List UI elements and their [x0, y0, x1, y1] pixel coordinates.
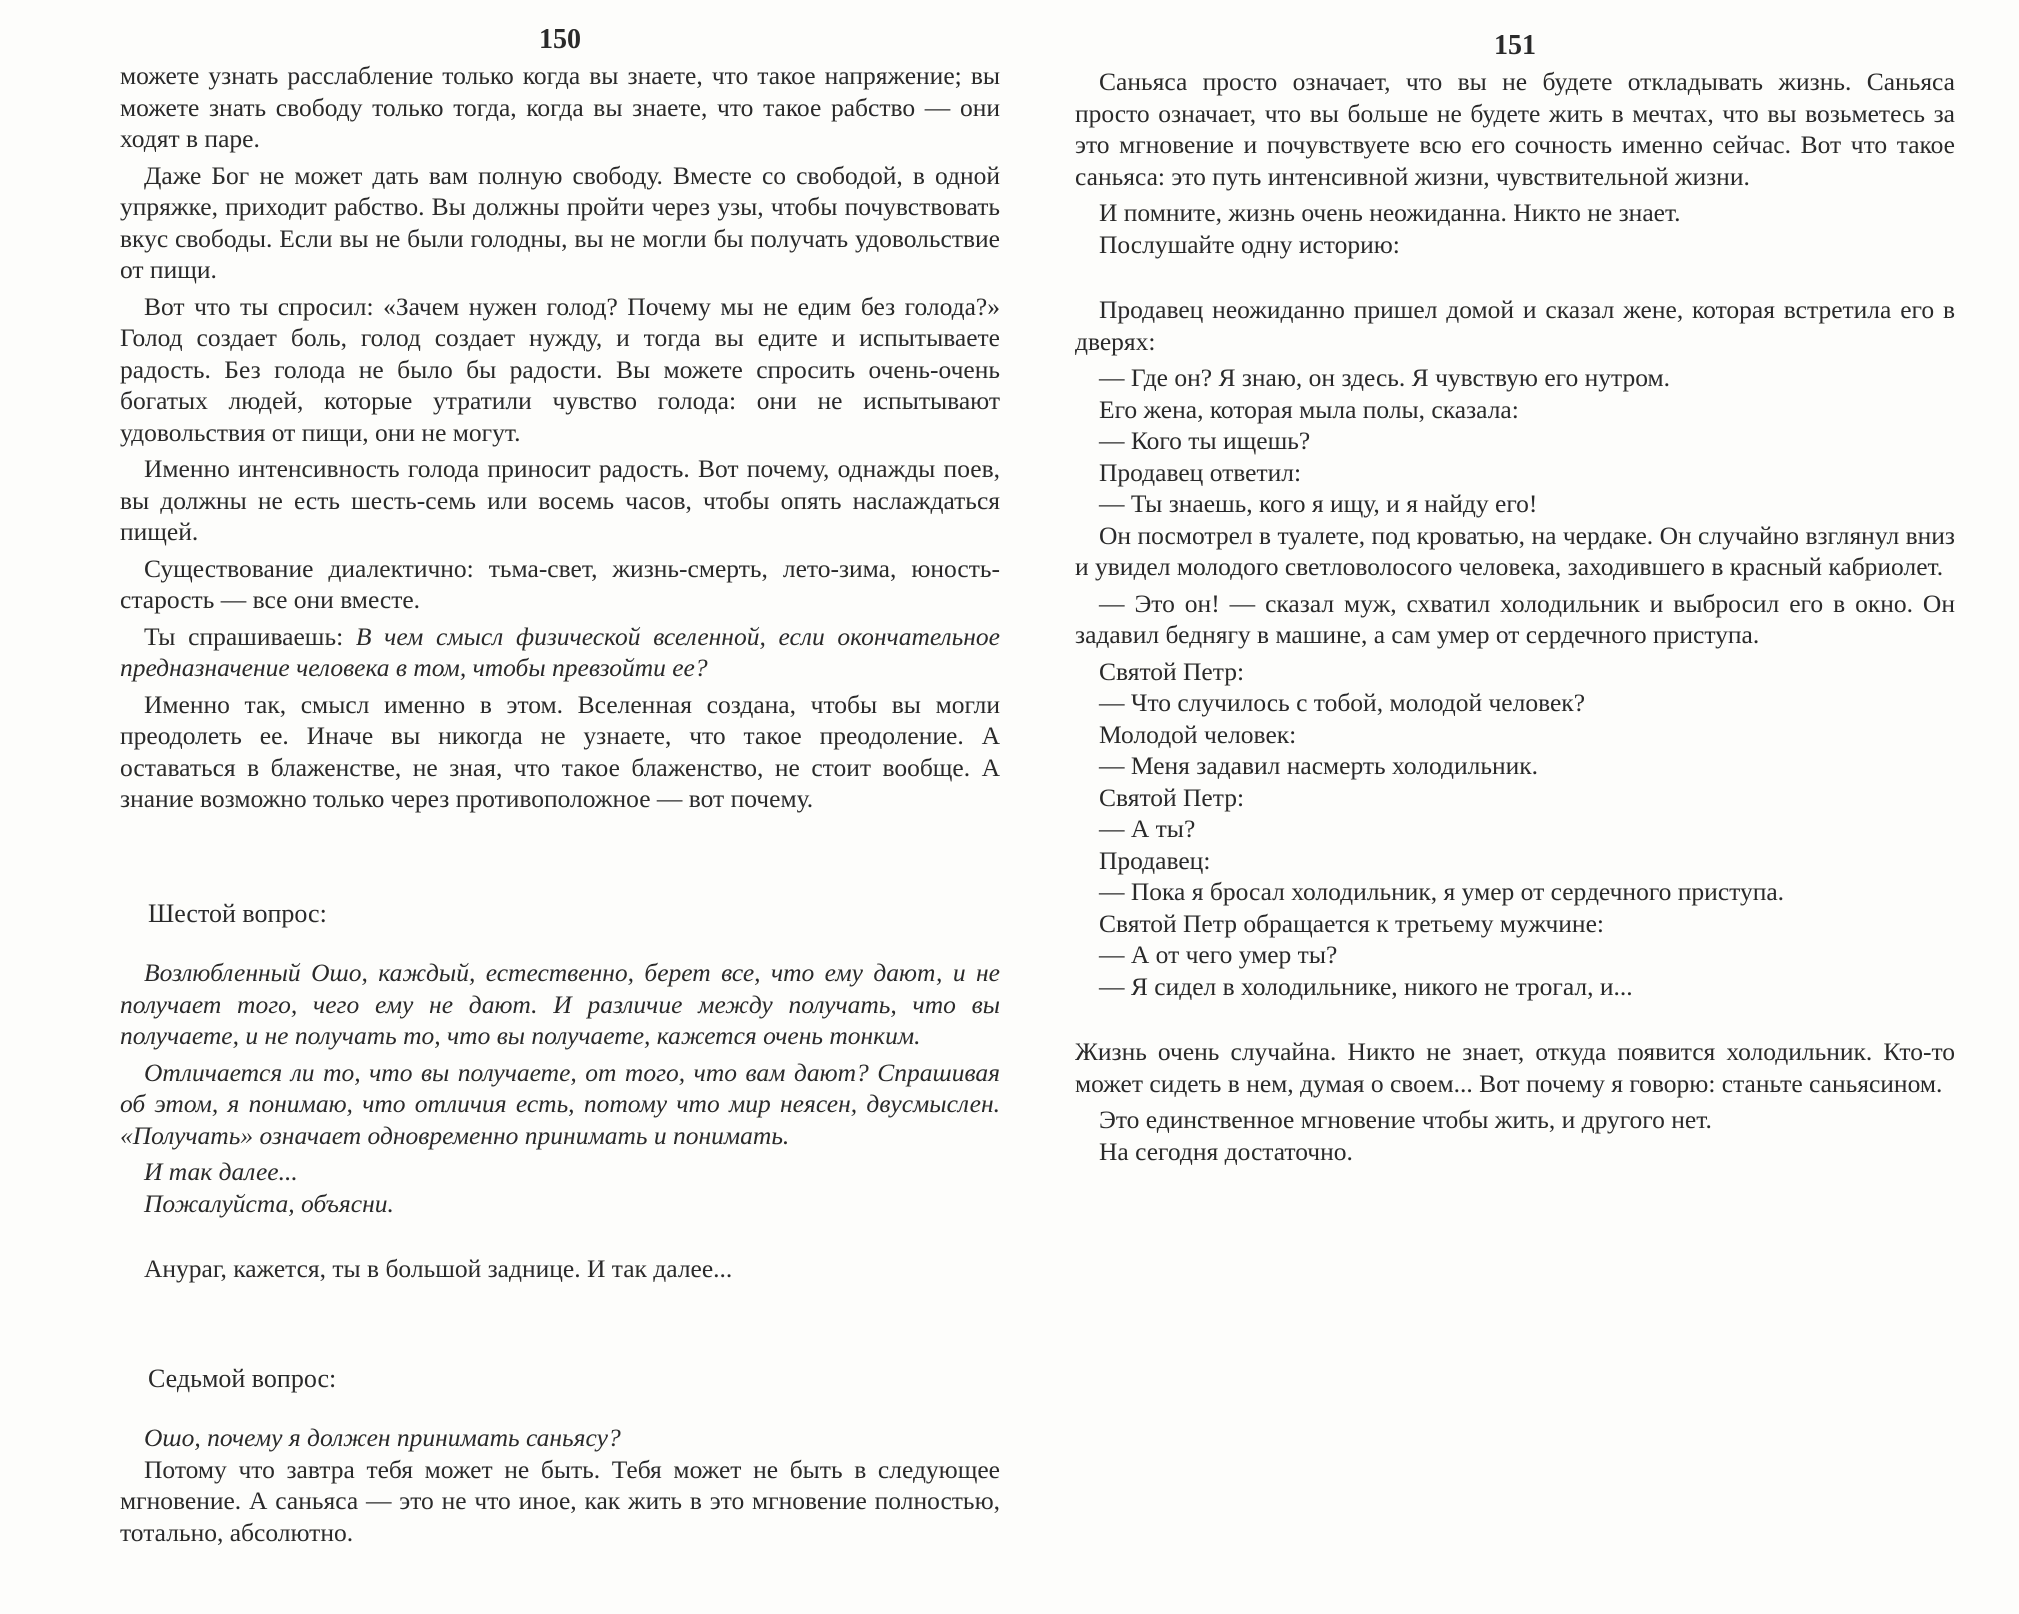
paragraph [120, 621, 1000, 684]
quoted-question: В чем смысл физической вселенной, если окончательное предназначение человека в том, чтобы превзойти ее? [120, 621, 1000, 682]
dialogue-line: Святой Петр: [1099, 656, 1245, 686]
section-heading: Седьмой вопрос: [148, 1363, 337, 1393]
dialogue-line: — Что случилось с тобой, молодой человек? [1099, 688, 1586, 717]
paragraph: На сегодня достаточно. [1099, 1136, 1353, 1166]
paragraph: Именно интенсивность голода приносит радость. Вот почему, однажды поев, вы должны не есть шесть-семь или восемь часов, чтобы опять наслаждаться пищей. [120, 454, 1000, 546]
paragraph: Послушайте одну историю: [1099, 229, 1400, 259]
dialogue-line: — Пока я бросал холодильник, я умер от сердечного приступа. [1099, 877, 1785, 906]
dialogue-line: — Меня задавил насмерть холодильник. [1099, 751, 1539, 780]
story-paragraph: Он посмотрел в туалете, под кроватью, на чердаке. Он случайно взглянул вниз и увидел молодого светловолосого человека, заходившего в красный кабриолет. [1075, 520, 1955, 581]
page-body [120, 60, 1000, 1548]
dialogue-line: Молодой человек: [1099, 719, 1297, 749]
paragraph: можете узнать расслабление только когда вы знаете, что такое напряжение; вы можете знать свободу только тогда, когда вы знаете, что такое рабство — они ходят в паре. [120, 61, 1000, 153]
dialogue-line: — А от чего умер ты? [1099, 940, 1338, 969]
page-body [1075, 66, 1955, 1167]
dialogue-line: Продавец ответил: [1099, 457, 1302, 487]
dialogue-line: — Я сидел в холодильнике, никого не трогал, и... [1099, 971, 1633, 1001]
question-line: И так далее... [144, 1157, 298, 1186]
dialogue-line: — Кого ты ищешь? [1099, 426, 1311, 455]
paragraph: Саньяса просто означает, что вы не будете откладывать жизнь. Саньяса просто означает, что вы больше не будете жить в мечтах, что вы возьметесь за это мгновение и почувствуете всю его сочность именно сейчас. Вот что такое саньяса: это путь интенсивной жизни, чувствительной жизни. [1075, 67, 1955, 191]
dialogue-line: — Ты знаешь, кого я ищу, и я найду его! [1099, 489, 1538, 518]
page-number: 150 [539, 24, 581, 55]
left-page [120, 0, 1000, 1614]
paragraph: Потому что завтра тебя может не быть. Тебя может не быть в следующее мгновение. А саньяса — это не что иное, как жить в это мгновение полностью, тотально, абсолютно. [120, 1454, 1000, 1547]
question-paragraph: Возлюбленный Ошо, каждый, естественно, берет все, что ему дают, и не получает того, чего ему не дают. И различие между получать, что вы получаете, и не получать то, что вы получаете, кажется очень тонким. [120, 958, 1000, 1050]
spacer [1075, 260, 1955, 294]
spacer [120, 1394, 1000, 1422]
paragraph: Это единственное мгновение чтобы жить, и другого нет. [1099, 1105, 1712, 1134]
spacer [120, 1285, 1000, 1363]
question-paragraph: Отличается ли то, что вы получаете, от того, что вам дают? Спрашивая об этом, я понимаю, что отличия есть, потому что мир неясен, двусмыслен. «Получать» означает одновременно принимать и понимать. [120, 1057, 1000, 1150]
dialogue-line: Его жена, которая мыла полы, сказала: [1099, 394, 1519, 424]
paragraph: Даже Бог не может дать вам полную свободу. Вместе со свободой, в одной упряжке, приходит рабство. Вы должны пройти через узы, чтобы почувствовать вкус свободы. Если вы не были голодны, вы не могли бы получать удовольствие от пищи. [120, 160, 1000, 284]
dialogue-line: Святой Петр обращается к третьему мужчине: [1099, 908, 1604, 938]
spacer [1075, 1002, 1955, 1036]
paragraph: Вот что ты спросил: «Зачем нужен голод? Почему мы не едим без голода?» Голод создает боль, голод создает нужду, и тогда вы едите и испытываете радость. Без голода не было бы радости. Вы можете спросить очень-очень богатых людей, которые утратили чувство голода: они не испытывают удовольствия от пищи, они не могут. [120, 291, 1000, 447]
story-paragraph: Продавец неожиданно пришел домой и сказал жене, которая встретила его в дверях: [1075, 295, 1955, 356]
dialogue-line: Святой Петр: [1099, 782, 1245, 812]
question-line: Пожалуйста, объясни. [144, 1188, 394, 1218]
spacer [120, 1219, 1000, 1253]
section-heading: Шестой вопрос: [148, 898, 327, 928]
answer-line: Ануpаг, кажется, ты в большой заднице. И так далее... [144, 1254, 733, 1283]
right-page [1075, 0, 1955, 1614]
spacer [120, 929, 1000, 957]
paragraph: Именно так, смысл именно в этом. Вселенная создана, чтобы вы могли преодолеть ее. Иначе вы никогда не узнаете, что такое преодоление. А оставаться в блаженстве, не зная, что такое блаженство, не стоит вообще. А знание возможно только через противоположное — вот почему. [120, 689, 1000, 813]
dialogue-line: — А ты? [1099, 814, 1196, 843]
spacer [120, 820, 1000, 898]
dialogue-line: Продавец: [1099, 845, 1211, 875]
story-paragraph: — Это он! — сказал муж, схватил холодильник и выбросил его в окно. Он задавил беднягу в машине, а сам умер от сердечного приступа. [1075, 588, 1955, 649]
paragraph-lead: Ты спрашиваешь: [144, 621, 356, 651]
dialogue-line: — Где он? Я знаю, он здесь. Я чувствую его нутром. [1099, 363, 1670, 392]
paragraph: Жизнь очень случайна. Никто не знает, откуда появится холодильник. Кто-то может сидеть в нем, думая о своем... Вот почему я говорю: станьте саньясином. [1075, 1037, 1955, 1098]
paragraph: И помните, жизнь очень неожиданна. Никто не знает. [1099, 198, 1681, 227]
question-line: Ошо, почему я должен принимать саньясу? [144, 1423, 621, 1452]
page-number: 151 [1494, 30, 1536, 61]
paragraph: Существование диалектично: тьма-свет, жизнь-смерть, лето-зима, юность-старость — все они вместе. [120, 553, 1000, 614]
